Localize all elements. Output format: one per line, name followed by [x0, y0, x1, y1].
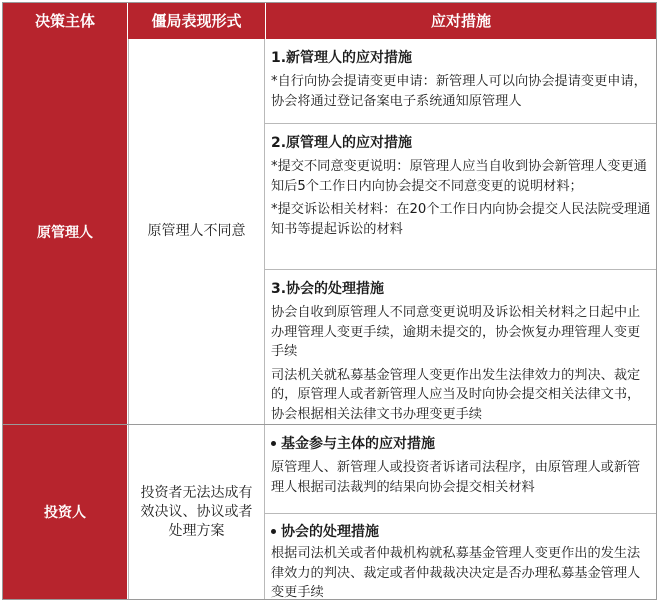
measure-section: [265, 269, 656, 424]
section-paragraph: 司法机关就私募基金管理人变更作出发生法律效力的判决、裁定的，原管理人或者新管理人应当及时向协会提交相关法律文书，协会根据相关法律文书办理变更手续: [271, 367, 641, 422]
section-paragraph: 原管理人、新管理人或投资者诉诸司法程序，由原管理人或新管理人根据司法裁判的结果向协会提交相关材料: [271, 460, 641, 495]
section-body: [271, 72, 653, 111]
row-subject-original-manager: [3, 39, 127, 424]
section-body: [271, 303, 653, 424]
header-decision-subject: 决策主体: [34, 12, 95, 30]
section-body: [271, 458, 653, 497]
row-form-investor: [128, 425, 265, 599]
measure-section: [265, 513, 656, 599]
section-title: 协会的处理措施: [281, 524, 379, 540]
section-paragraph: 协会自收到原管理人不同意变更说明及诉讼相关材料之日起中止办理管理人变更手续，逾期未提交的，协会恢复办理管理人变更手续: [271, 305, 641, 359]
form-label: 原管理人不同意: [147, 223, 246, 239]
table-header: [3, 3, 656, 39]
section-paragraph: *提交诉讼相关材料：在20个工作日内向协会提交人民法院受理通知书等提起诉讼的材料: [271, 202, 651, 237]
measure-section: [265, 39, 656, 123]
row-form-original-manager: [128, 39, 265, 424]
section-title: 1.新管理人的应对措施: [271, 50, 413, 66]
section-paragraph: *自行向协会提请变更申请：新管理人可以向协会提请变更申请，协会将通过登记备案电子系统通知原管理人: [271, 74, 647, 109]
form-label: 投资者无法达成有效决议、协议或者处理方案: [140, 484, 253, 539]
section-body: [271, 157, 653, 239]
bullet-icon: [271, 529, 276, 534]
response-measures-table: [2, 2, 657, 600]
section-body: [271, 544, 653, 603]
row-measures-original-manager: [265, 39, 656, 424]
section-title: 3.协会的处理措施: [271, 281, 385, 297]
section-paragraph: *提交不同意变更说明：原管理人应当自收到协会新管理人变更通知后5个工作日内向协会提交不同意变更的说明材料；: [271, 159, 647, 194]
measure-section: [265, 425, 656, 513]
subject-label: 投资人: [44, 505, 86, 521]
measure-section: [265, 123, 656, 269]
section-title: 2.原管理人的应对措施: [271, 135, 413, 151]
section-title-wrap: [271, 433, 435, 453]
header-deadlock-form: 僵局表现形式: [151, 12, 242, 30]
section-title: 基金参与主体的应对措施: [281, 436, 435, 452]
row-subject-investor: [3, 425, 127, 599]
section-paragraph: 根据司法机关或者仲裁机构就私募基金管理人变更作出的发生法律效力的判决、裁定或者仲裁裁决决定是否办理私募基金管理人变更手续: [271, 546, 641, 600]
header-measures: 应对措施: [430, 12, 491, 30]
section-title-wrap: [271, 521, 379, 541]
row-measures-investor: [265, 425, 656, 599]
subject-label: 原管理人: [37, 224, 93, 241]
bullet-icon: [271, 441, 276, 446]
